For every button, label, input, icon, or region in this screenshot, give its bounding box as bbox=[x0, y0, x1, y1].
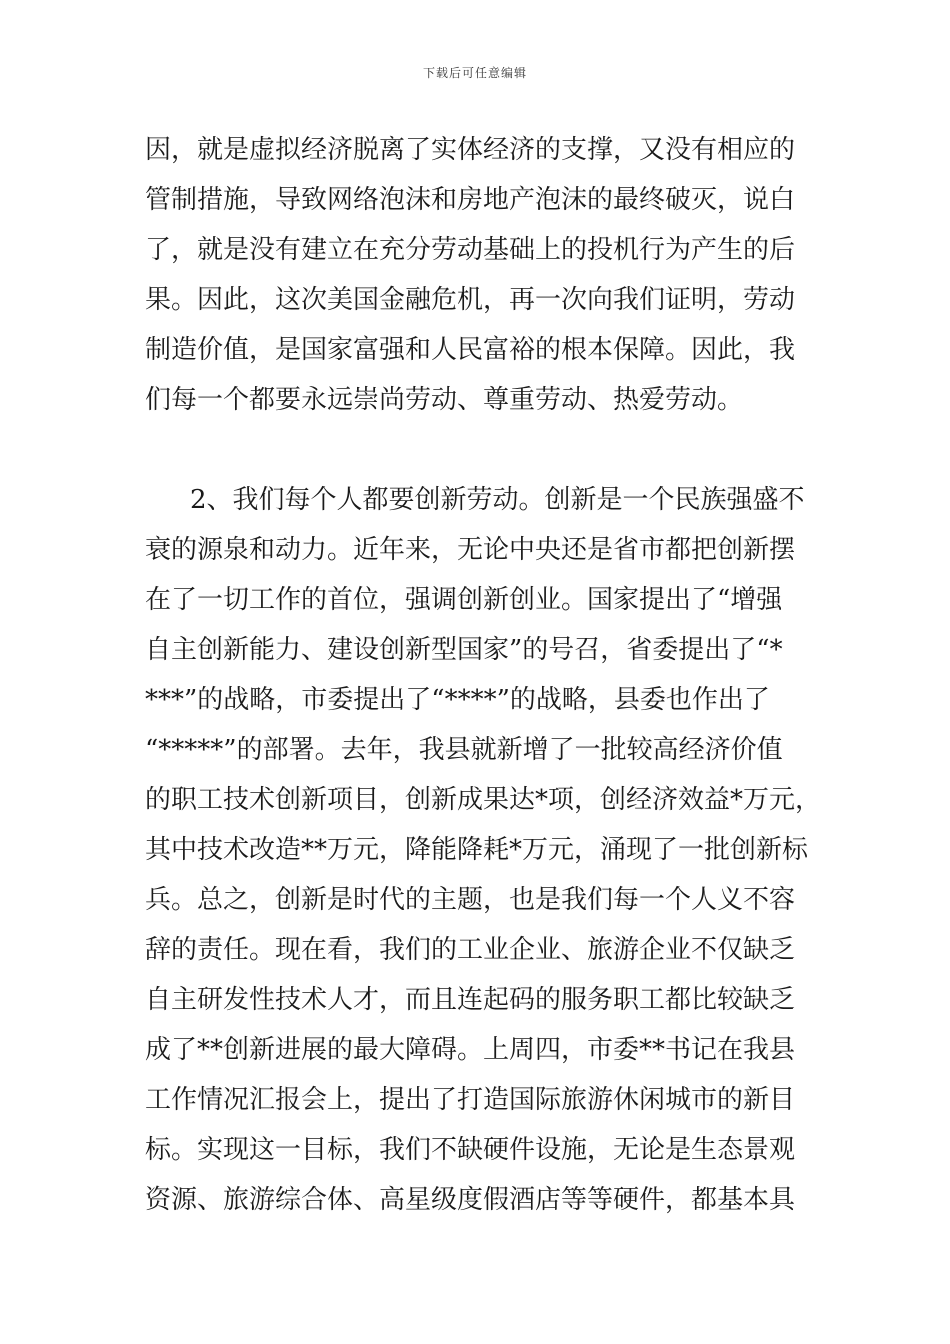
paragraph-2-line: 成了**创新进展的最大障碍。上周四，市委**书记在我县 bbox=[145, 1035, 796, 1065]
paragraph-2-line: 衰的源泉和动力。近年来，无论中央还是省市都把创新摆 bbox=[145, 535, 796, 565]
paragraph-1-line: 们每一个都要永远崇尚劳动、尊重劳动、热爱劳动。 bbox=[145, 385, 744, 415]
paragraph-2-line: 兵。总之，创新是时代的主题，也是我们每一个人义不容 bbox=[145, 885, 796, 915]
paragraph-1-line: 果。因此，这次美国金融危机，再一次向我们证明，劳动 bbox=[145, 285, 796, 315]
header-note: 下载后可任意编辑 bbox=[422, 66, 527, 80]
paragraph-2-line: 辞的责任。现在看，我们的工业企业、旅游企业不仅缺乏 bbox=[145, 935, 796, 965]
paragraph-1-line: 管制措施，导致网络泡沫和房地产泡沫的最终破灭，说白 bbox=[145, 185, 796, 215]
paragraph-1-line: 制造价值，是国家富强和人民富裕的根本保障。因此，我 bbox=[145, 335, 796, 365]
paragraph-1-line: 因，就是虚拟经济脱离了实体经济的支撑，又没有相应的 bbox=[145, 135, 796, 165]
paragraph-2-line: 自主研发性技术人才，而且连起码的服务职工都比较缺乏 bbox=[145, 985, 796, 1015]
paragraph-2-line: 工作情况汇报会上，提出了打造国际旅游休闲城市的新目 bbox=[145, 1085, 796, 1115]
paragraph-1-line: 了，就是没有建立在充分劳动基础上的投机行为产生的后 bbox=[145, 235, 796, 265]
paragraph-2-line: 的职工技术创新项目，创新成果达*项，创经济效益*万元， bbox=[145, 785, 822, 815]
paragraph-2-line: “*****”的部署。去年，我县就新增了一批较高经济价值 bbox=[145, 735, 783, 765]
paragraph-2-line: 其中技术改造**万元，降能降耗*万元，涌现了一批创新标 bbox=[145, 835, 809, 865]
paragraph-2-line: ***”的战略，市委提出了“****”的战略，县委也作出了 bbox=[145, 685, 770, 715]
paragraph-2-line: 2、我们每个人都要创新劳动。创新是一个民族强盛不 bbox=[190, 485, 805, 515]
paragraph-2-line: 在了一切工作的首位，强调创新创业。国家提出了“增强 bbox=[145, 585, 783, 615]
paragraph-2-line: 标。实现这一目标，我们不缺硬件设施，无论是生态景观 bbox=[145, 1135, 796, 1165]
paragraph-2-line: 资源、旅游综合体、高星级度假酒店等等硬件，都基本具 bbox=[145, 1185, 796, 1215]
paragraph-2-line: 自主创新能力、建设创新型国家”的号召，省委提出了“* bbox=[145, 635, 783, 665]
